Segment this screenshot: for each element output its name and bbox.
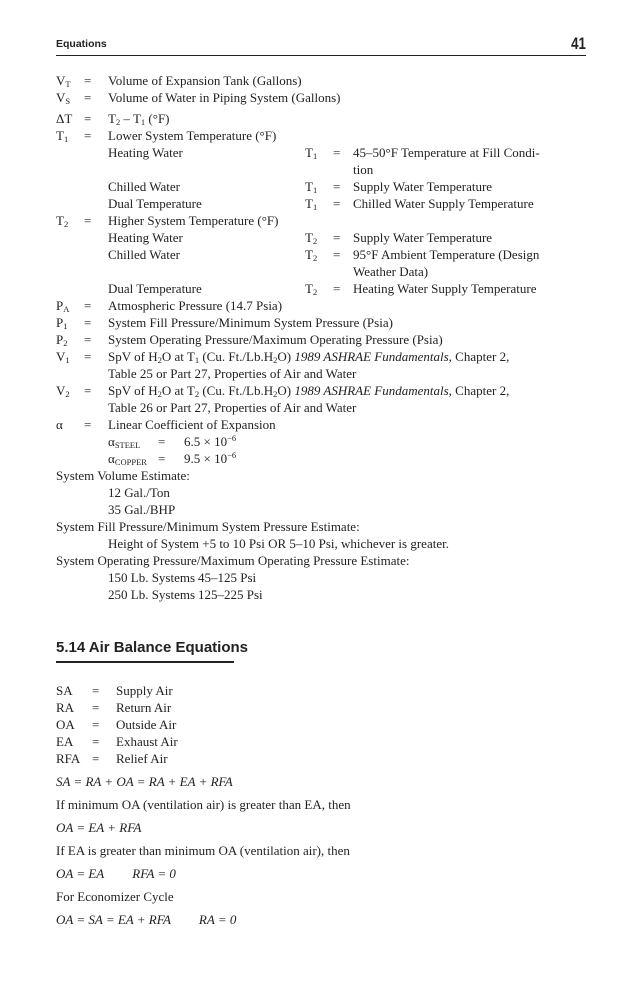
alpha-steel: $\alpha_{STEEL}$ = $6.5 \times 10^{-6}$ <box>108 433 237 450</box>
def-pa: $P_A$ = Atmospheric Pressure (14.7 Psia) <box>56 298 283 314</box>
equation-1: SA = RA + OA = RA + EA + RFA <box>56 774 233 789</box>
def-v2: $V_2$ = SpV of $H_2O$ at $T_2$ (Cu. $Ft./Lb.H_2O$) 1989 ASHRAE Fundamentals, Chapter 2, Table 26 or Part 27, Properties of Air and Water <box>56 383 510 415</box>
t2-chilled-water: Chilled Water $T_2$ = 95°F Ambient Temperature (Design Weather Data) <box>108 247 540 279</box>
running-header-title: Equations <box>56 38 107 50</box>
air-term-ra: RA = Return Air <box>56 700 172 715</box>
operating-pressure-item: 150 Lb. Systems 45–125 Psi <box>108 570 257 585</box>
equation-4: OA = SA = EA + RFA RA = 0 <box>56 912 237 927</box>
air-balance-block <box>56 682 596 934</box>
section-heading: 5.14 Air Balance Equations <box>56 639 249 656</box>
t2-heating-water: Heating Water $T_2$ = Supply Water Temperature <box>108 230 493 246</box>
t1-heating-water: Heating Water $T_1$ = 45–50°F Temperature at Fill Condi- tion <box>108 145 540 177</box>
section-rule <box>56 661 234 663</box>
def-vs: $V_S$ = Volume of Water in Piping System (Gallons) <box>56 90 341 106</box>
volume-estimate-item: 12 Gal./Ton <box>108 485 170 500</box>
volume-estimate-title: System Volume Estimate: <box>56 468 190 483</box>
def-delta-t: ΔT = $T_2 - T_1$ (°F) <box>56 111 170 127</box>
t2-dual-temperature: Dual Temperature $T_2$ = Heating Water Supply Temperature <box>108 281 537 297</box>
fill-pressure-item: Height of System +5 to 10 Psi OR 5–10 Psi, whichever is greater. <box>108 536 449 551</box>
equation-2: OA = EA + RFA <box>56 820 142 835</box>
air-term-oa: OA = Outside Air <box>56 717 177 732</box>
operating-pressure-item: 250 Lb. Systems 125–225 Psi <box>108 587 263 602</box>
air-term-rfa: RFA = Relief Air <box>56 751 168 766</box>
air-term-sa: SA = Supply Air <box>56 683 173 698</box>
page-number: 41 <box>571 34 586 53</box>
def-p2: $P_2$ = System Operating Pressure/Maximum Operating Pressure (Psia) <box>56 332 443 348</box>
def-alpha: α = Linear Coefficient of Expansion <box>56 417 276 432</box>
t1-chilled-water: Chilled Water $T_1$ = Supply Water Temperature <box>108 179 493 195</box>
condition-3: For Economizer Cycle <box>56 889 174 904</box>
condition-2: If EA is greater than minimum OA (ventilation air), then <box>56 843 350 858</box>
equation-3: OA = EA RFA = 0 <box>56 866 176 881</box>
volume-estimate-item: 35 Gal./BHP <box>108 502 176 517</box>
def-t1: $T_1$ = Lower System Temperature (°F) <box>56 128 277 144</box>
header-rule <box>56 55 586 56</box>
t1-dual-temperature: Dual Temperature $T_1$ = Chilled Water Supply Temperature <box>108 196 534 212</box>
condition-1: If minimum OA (ventilation air) is greater than EA, then <box>56 797 351 812</box>
definitions-block <box>56 72 596 603</box>
air-term-ea: EA = Exhaust Air <box>56 734 178 749</box>
operating-pressure-title: System Operating Pressure/Maximum Operating Pressure Estimate: <box>56 553 410 568</box>
def-t2: $T_2$ = Higher System Temperature (°F) <box>56 213 279 229</box>
def-vt: $V_T$ = Volume of Expansion Tank (Gallons) <box>56 73 302 89</box>
def-v1: $V_1$ = SpV of $H_2O$ at $T_1$ (Cu. $Ft./Lb.H_2O$) 1989 ASHRAE Fundamentals, Chapter 2, Table 25 or Part 27, Properties of Air and Water <box>56 349 510 381</box>
alpha-copper: $\alpha_{COPPER}$ = $9.5 \times 10^{-6}$ <box>108 450 237 467</box>
fill-pressure-title: System Fill Pressure/Minimum System Pressure Estimate: <box>56 519 360 534</box>
def-p1: $P_1$ = System Fill Pressure/Minimum System Pressure (Psia) <box>56 315 393 331</box>
